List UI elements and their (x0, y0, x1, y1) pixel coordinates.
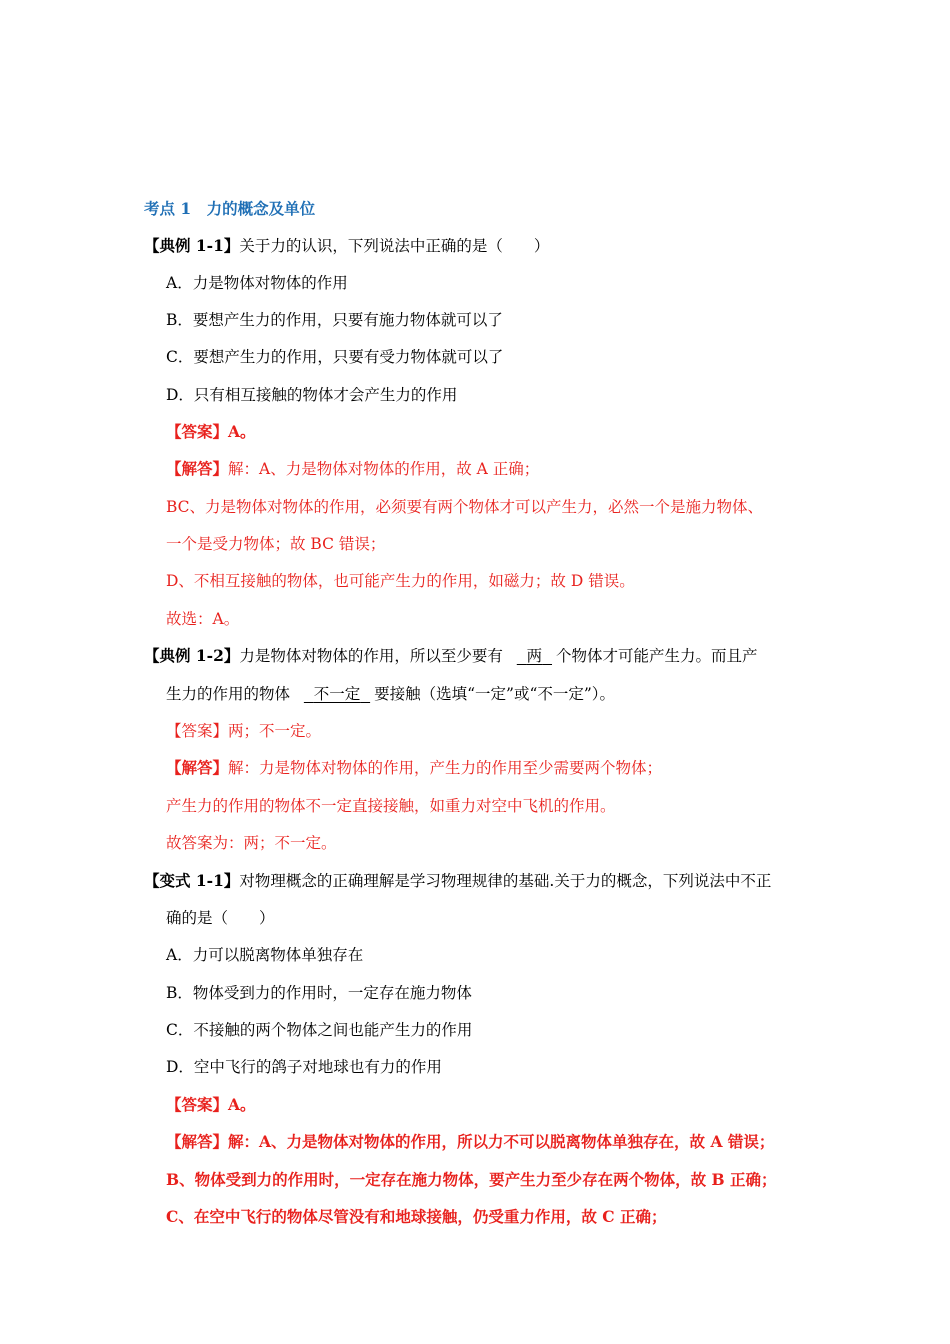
solution-tag: 【解答】 (166, 758, 229, 777)
question-text: 力是物体对物体的作用，所以至少要有 (239, 647, 503, 665)
solution-line: 一个是受力物体；故 BC 错误； (166, 535, 386, 553)
solution-line: 产生力的作用的物体不一定直接接触，如重力对空中飞机的作用。 (166, 797, 616, 815)
solution-line (166, 1132, 774, 1152)
blank-answer: 不一定 (313, 685, 361, 703)
fill-blank-1 (513, 646, 556, 666)
answer-tag: 【答案】 (166, 1095, 229, 1114)
answer-tag: 【答案】 (166, 422, 229, 441)
option-c: C．不接触的两个物体之间也能产生力的作用 (166, 1021, 473, 1039)
answer-text: A。 (228, 422, 256, 441)
section-title: 考点 1 力的概念及单位 (144, 199, 316, 218)
solution-line: D、不相互接触的物体，也可能产生力的作用，如磁力；故 D 错误。 (166, 572, 635, 590)
question-text: 关于力的认识，下列说法中正确的是（ ） (239, 237, 550, 255)
example-tag: 【典例 1-1】 (144, 236, 240, 255)
option-d: D．空中飞行的鸽子对地球也有力的作用 (166, 1058, 442, 1076)
answer-text: A。 (228, 1095, 256, 1114)
solution-line: C、在空中飞行的物体尽管没有和地球接触，仍受重力作用，故 C 正确； (166, 1207, 667, 1226)
example-1-2-question-cont (166, 684, 615, 704)
option-a: A．力是物体对物体的作用 (166, 274, 348, 292)
question-text: 生力的作用的物体 (166, 685, 291, 703)
variant-tag: 【变式 1-1】 (144, 871, 240, 890)
solution-text: 解：A、力是物体对物体的作用，故 A 正确； (228, 460, 540, 478)
option-b: B．要想产生力的作用，只要有施力物体就可以了 (166, 311, 503, 329)
blank-answer: 两 (526, 647, 543, 665)
solution-line (166, 758, 662, 778)
option-c: C．要想产生力的作用，只要有受力物体就可以了 (166, 348, 504, 366)
solution-tag: 【解答】 (166, 459, 229, 478)
solution-line: BC、力是物体对物体的作用，必须要有两个物体才可以产生力，必然一个是施力物体、 (166, 498, 764, 516)
option-d: D．只有相互接触的物体才会产生力的作用 (166, 386, 458, 404)
question-text: 要接触（选填“一定”或“不一定”）。 (374, 685, 616, 703)
solution-line (166, 459, 539, 479)
example-1-2-question (144, 646, 758, 666)
answer-line (166, 721, 321, 741)
answer-tag: 【答案】 (166, 722, 229, 740)
solution-tag: 【解答】 (166, 1132, 229, 1151)
fill-blank-2 (300, 684, 374, 704)
question-text: 对物理概念的正确理解是学习物理规律的基础.关于力的概念，下列说法中不正 (239, 872, 772, 890)
option-a: A．力可以脱离物体单独存在 (166, 946, 364, 964)
question-text-cont: 确的是（ ） (166, 909, 275, 927)
answer-text: 两；不一定。 (228, 722, 322, 740)
option-b: B．物体受到力的作用时，一定存在施力物体 (166, 984, 472, 1002)
solution-line: 故答案为：两；不一定。 (166, 834, 337, 852)
example-tag: 【典例 1-2】 (144, 646, 240, 665)
solution-line: B、物体受到力的作用时，一定存在施力物体，要产生力至少存在两个物体，故 B 正确； (166, 1170, 777, 1189)
answer-line (166, 422, 256, 442)
solution-line: 故选：A。 (166, 610, 240, 628)
example-1-1-question (144, 236, 549, 256)
answer-line (166, 1095, 256, 1115)
question-text: 个物体才可能产生力。而且产 (556, 647, 758, 665)
solution-text: 解：A、力是物体对物体的作用，所以力不可以脱离物体单独存在，故 A 错误； (228, 1132, 775, 1151)
solution-text: 解：力是物体对物体的作用，产生力的作用至少需要两个物体； (228, 759, 663, 777)
variant-1-1-question (144, 871, 771, 891)
